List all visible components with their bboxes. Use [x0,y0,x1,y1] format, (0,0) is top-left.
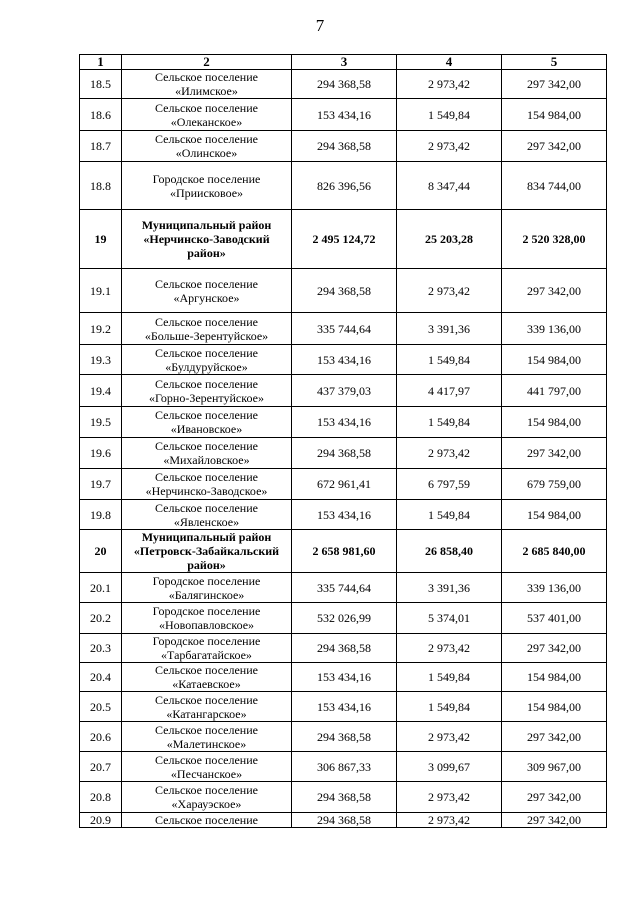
amount-v3: 306 867,33 [292,752,397,782]
name-line: «Олинское» [175,146,238,160]
row-number: 18.5 [80,70,122,99]
table-row [80,813,607,828]
amount-v4: 1 549,84 [397,663,502,692]
amount-v5: 339 136,00 [502,313,607,345]
row-number: 18.8 [80,162,122,210]
settlement-name [122,500,292,530]
budget-table [79,54,607,828]
name-line: «Харауэское» [171,797,242,811]
amount-v4: 1 549,84 [397,692,502,722]
amount-v3: 335 744,64 [292,313,397,345]
row-number: 20.6 [80,722,122,752]
name-line: «Ивановское» [170,422,243,436]
settlement-name [122,375,292,407]
amount-v5: 2 520 328,00 [502,210,607,269]
column-header-1: 1 [80,55,122,70]
amount-v5: 297 342,00 [502,634,607,663]
name-line: Сельское поселение [155,692,258,707]
amount-v3: 294 368,58 [292,813,397,828]
table-row [80,162,607,210]
name-line: «Нерчинско-Заводский [143,232,270,246]
settlement-name [122,813,292,828]
name-line: «Явленское» [173,514,240,529]
name-line: Сельское поселение [155,722,258,737]
table-row [80,210,607,269]
amount-v3: 294 368,58 [292,438,397,469]
settlement-name [122,722,292,752]
settlement-name [122,663,292,692]
name-line: Сельское поселение [155,752,258,767]
amount-v4: 3 099,67 [397,752,502,782]
settlement-name [122,99,292,131]
amount-v5: 297 342,00 [502,438,607,469]
row-number: 19.5 [80,407,122,438]
table-row [80,530,607,573]
amount-v3: 2 495 124,72 [292,210,397,269]
name-line: «Петровск-Забайкальский [133,544,280,558]
amount-v5: 154 984,00 [502,692,607,722]
name-line: Городское поселение [152,171,261,186]
amount-v3: 294 368,58 [292,269,397,313]
settlement-name [122,573,292,603]
settlement-name [122,210,292,269]
amount-v3: 153 434,16 [292,99,397,131]
amount-v4: 2 973,42 [397,70,502,99]
name-line: район» [187,558,226,572]
amount-v5: 154 984,00 [502,407,607,438]
row-number: 20 [80,530,122,573]
amount-v4: 25 203,28 [397,210,502,269]
name-line: «Балягинское» [168,587,245,602]
settlement-name [122,407,292,438]
name-line: «Михайловское» [163,453,250,467]
amount-v5: 441 797,00 [502,375,607,407]
name-line: Сельское поселение [155,408,258,422]
amount-v3: 826 396,56 [292,162,397,210]
name-line: Муниципальный район [141,530,272,544]
name-line: «Аргунское» [173,290,240,305]
amount-v3: 294 368,58 [292,722,397,752]
row-number: 19.6 [80,438,122,469]
table-row [80,500,607,530]
row-number: 18.6 [80,99,122,131]
name-line: Сельское поселение [155,314,258,329]
amount-v4: 5 374,01 [397,603,502,634]
name-line: Муниципальный район [141,218,272,232]
amount-v4: 2 973,42 [397,722,502,752]
settlement-name [122,530,292,573]
row-number: 19.4 [80,375,122,407]
settlement-name [122,438,292,469]
amount-v3: 294 368,58 [292,131,397,162]
column-header-3: 3 [292,55,397,70]
settlement-name [122,269,292,313]
name-line: Городское поселение [152,573,261,588]
amount-v4: 26 858,40 [397,530,502,573]
amount-v4: 8 347,44 [397,162,502,210]
name-line: Сельское поселение [155,500,258,515]
table-row [80,131,607,162]
settlement-name [122,692,292,722]
amount-v4: 1 549,84 [397,500,502,530]
amount-v3: 153 434,16 [292,345,397,375]
amount-v3: 294 368,58 [292,782,397,813]
row-number: 20.9 [80,813,122,828]
amount-v5: 297 342,00 [502,722,607,752]
row-number: 20.4 [80,663,122,692]
name-line: «Горно-Зерентуйское» [149,390,264,405]
table-row [80,70,607,99]
name-line: «Нерчинско-Заводское» [145,484,268,498]
table-row [80,469,607,500]
settlement-name [122,162,292,210]
settlement-name [122,313,292,345]
table-row [80,313,607,345]
settlement-name [122,469,292,500]
amount-v4: 2 973,42 [397,131,502,162]
name-line: Сельское поселение [155,276,258,291]
table-row [80,782,607,813]
settlement-name [122,70,292,99]
amount-v4: 2 973,42 [397,813,502,828]
name-line: «Олеканское» [170,114,243,129]
amount-v3: 153 434,16 [292,407,397,438]
name-line: «Малетинское» [166,736,247,751]
row-number: 20.7 [80,752,122,782]
page-number: 7 [315,16,325,35]
amount-v4: 1 549,84 [397,407,502,438]
amount-v5: 297 342,00 [502,269,607,313]
table-row [80,375,607,407]
table-row [80,603,607,634]
amount-v5: 154 984,00 [502,99,607,131]
amount-v4: 1 549,84 [397,99,502,131]
name-line: Сельское поселение [155,813,258,827]
amount-v4: 2 973,42 [397,438,502,469]
amount-v3: 153 434,16 [292,500,397,530]
table-row [80,407,607,438]
name-line: Сельское поселение [155,70,258,84]
table-row [80,269,607,313]
amount-v5: 154 984,00 [502,500,607,530]
table-row [80,345,607,375]
table-row [80,438,607,469]
name-line: Сельское поселение [155,132,258,146]
amount-v5: 297 342,00 [502,813,607,828]
row-number: 20.5 [80,692,122,722]
amount-v3: 2 658 981,60 [292,530,397,573]
name-line: Сельское поселение [155,783,258,797]
row-number: 19.3 [80,345,122,375]
settlement-name [122,345,292,375]
amount-v3: 153 434,16 [292,663,397,692]
amount-v5: 339 136,00 [502,573,607,603]
row-number: 20.8 [80,782,122,813]
amount-v5: 297 342,00 [502,131,607,162]
amount-v3: 672 961,41 [292,469,397,500]
amount-v4: 4 417,97 [397,375,502,407]
amount-v5: 297 342,00 [502,782,607,813]
table-row [80,722,607,752]
amount-v4: 2 973,42 [397,634,502,663]
name-line: Сельское поселение [155,663,258,677]
table-row [80,573,607,603]
name-line: «Песчанское» [170,766,243,781]
amount-v5: 309 967,00 [502,752,607,782]
amount-v4: 1 549,84 [397,345,502,375]
settlement-name [122,634,292,663]
settlement-name [122,603,292,634]
amount-v4: 2 973,42 [397,269,502,313]
name-line: Сельское поселение [155,439,258,453]
name-line: Сельское поселение [155,345,258,360]
name-line: Сельское поселение [155,470,258,484]
table-header-row [80,55,607,70]
row-number: 19.2 [80,313,122,345]
row-number: 19.7 [80,469,122,500]
amount-v4: 3 391,36 [397,313,502,345]
amount-v5: 154 984,00 [502,345,607,375]
amount-v5: 537 401,00 [502,603,607,634]
row-number: 20.1 [80,573,122,603]
amount-v4: 3 391,36 [397,573,502,603]
amount-v3: 153 434,16 [292,692,397,722]
row-number: 19.8 [80,500,122,530]
amount-v3: 532 026,99 [292,603,397,634]
amount-v3: 335 744,64 [292,573,397,603]
table-row [80,99,607,131]
column-header-4: 4 [397,55,502,70]
name-line: «Новопавловское» [158,618,255,632]
name-line: «Булдуруйское» [165,359,248,374]
table-row [80,692,607,722]
amount-v3: 294 368,58 [292,70,397,99]
column-header-5: 5 [502,55,607,70]
amount-v5: 154 984,00 [502,663,607,692]
row-number: 18.7 [80,131,122,162]
row-number: 19.1 [80,269,122,313]
settlement-name [122,782,292,813]
name-line: «Приисковое» [169,185,244,200]
name-line: «Катангарское» [166,706,247,721]
row-number: 19 [80,210,122,269]
amount-v5: 2 685 840,00 [502,530,607,573]
amount-v5: 297 342,00 [502,70,607,99]
name-line: «Илимское» [175,84,238,98]
amount-v4: 6 797,59 [397,469,502,500]
amount-v5: 834 744,00 [502,162,607,210]
name-line: район» [187,246,226,260]
row-number: 20.2 [80,603,122,634]
name-line: Сельское поселение [155,100,258,115]
amount-v3: 437 379,03 [292,375,397,407]
column-header-2: 2 [122,55,292,70]
table-body [80,55,607,828]
name-line: «Тарбагатайское» [161,648,252,662]
settlement-name [122,752,292,782]
name-line: «Катаевское» [172,677,241,691]
table-row [80,634,607,663]
table-row [80,663,607,692]
amount-v3: 294 368,58 [292,634,397,663]
amount-v4: 2 973,42 [397,782,502,813]
name-line: Сельское поселение [155,376,258,391]
amount-v5: 679 759,00 [502,469,607,500]
name-line: Городское поселение [152,634,261,648]
name-line: «Больше-Зерентуйское» [144,328,269,343]
settlement-name [122,131,292,162]
name-line: Городское поселение [152,604,261,618]
table-row [80,752,607,782]
row-number: 20.3 [80,634,122,663]
